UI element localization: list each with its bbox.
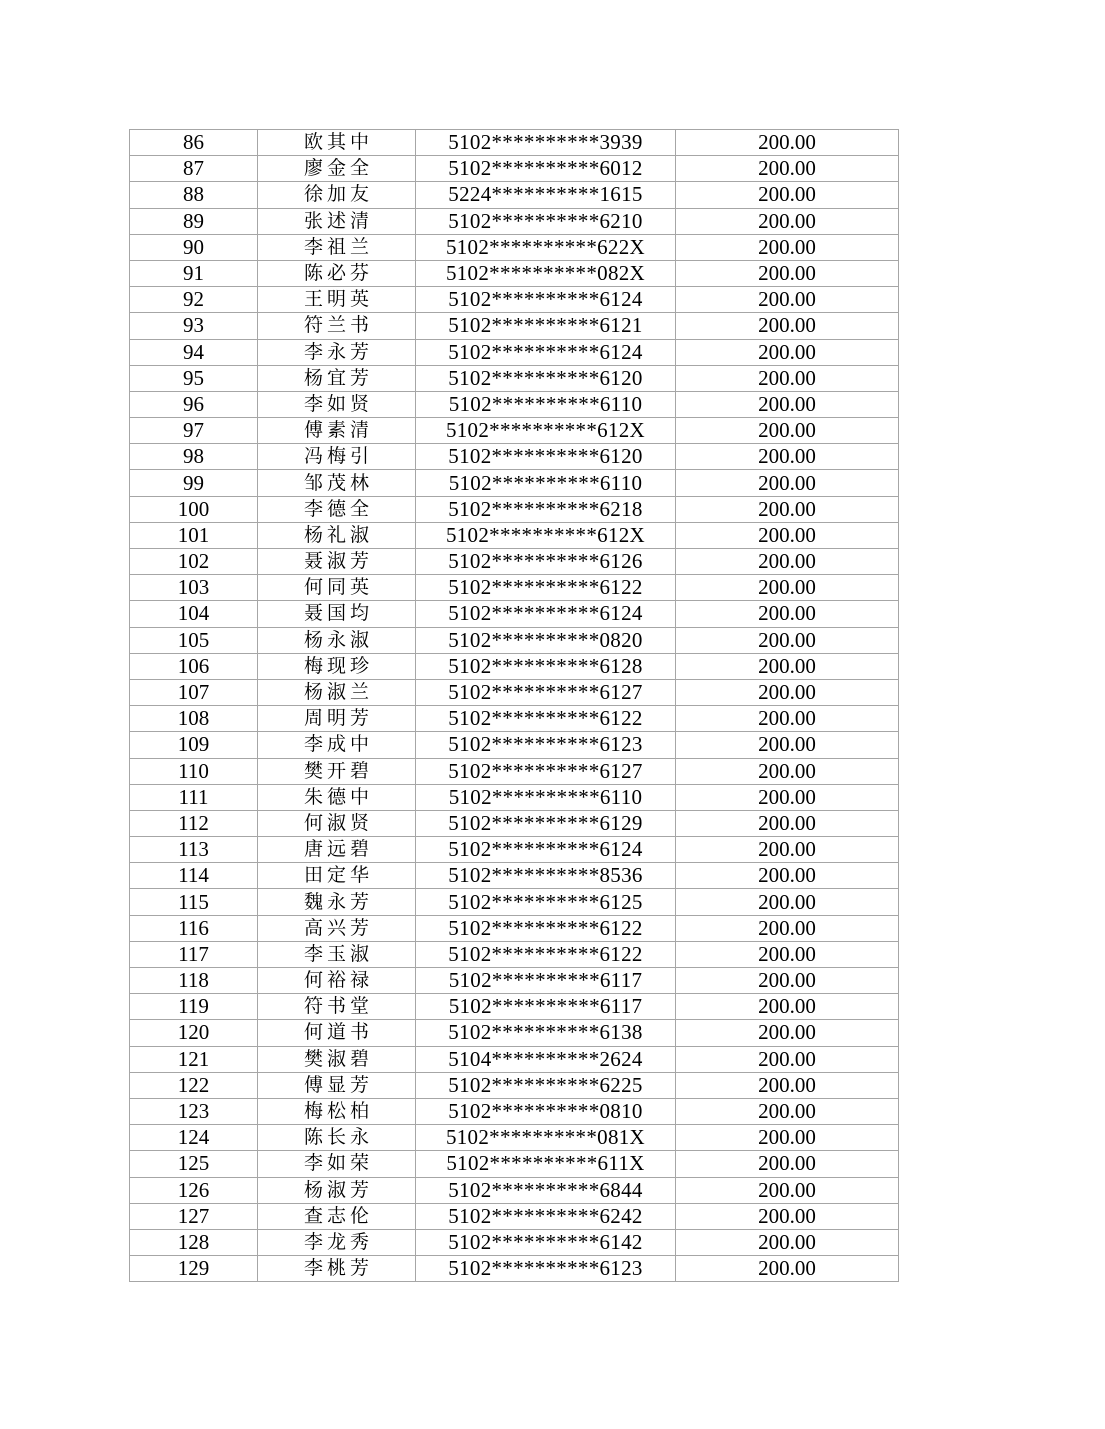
row-number-cell: 100 bbox=[130, 496, 258, 522]
name-cell: 李龙秀 bbox=[258, 1229, 416, 1255]
name-cell: 朱德中 bbox=[258, 784, 416, 810]
row-number-cell: 95 bbox=[130, 365, 258, 391]
name-cell: 张述清 bbox=[258, 208, 416, 234]
table-row bbox=[130, 810, 899, 836]
table-row bbox=[130, 208, 899, 234]
row-number-cell: 99 bbox=[130, 470, 258, 496]
amount-cell: 200.00 bbox=[676, 653, 899, 679]
id-number-cell: 5102**********612X bbox=[416, 418, 676, 444]
amount-cell: 200.00 bbox=[676, 313, 899, 339]
amount-cell: 200.00 bbox=[676, 287, 899, 313]
row-number-cell: 96 bbox=[130, 391, 258, 417]
id-number-cell: 5102**********611X bbox=[416, 1151, 676, 1177]
document-page bbox=[129, 129, 899, 1282]
id-number-cell: 5102**********6012 bbox=[416, 156, 676, 182]
amount-cell: 200.00 bbox=[676, 679, 899, 705]
table-row bbox=[130, 130, 899, 156]
table-row bbox=[130, 994, 899, 1020]
table-row bbox=[130, 1256, 899, 1282]
id-number-cell: 5102**********6844 bbox=[416, 1177, 676, 1203]
row-number-cell: 127 bbox=[130, 1203, 258, 1229]
name-cell: 杨淑兰 bbox=[258, 679, 416, 705]
amount-cell: 200.00 bbox=[676, 130, 899, 156]
row-number-cell: 108 bbox=[130, 706, 258, 732]
amount-cell: 200.00 bbox=[676, 784, 899, 810]
name-cell: 欧其中 bbox=[258, 130, 416, 156]
id-number-cell: 5224**********1615 bbox=[416, 182, 676, 208]
row-number-cell: 106 bbox=[130, 653, 258, 679]
name-cell: 高兴芳 bbox=[258, 915, 416, 941]
name-cell: 冯梅引 bbox=[258, 444, 416, 470]
name-cell: 廖金全 bbox=[258, 156, 416, 182]
id-number-cell: 5102**********6126 bbox=[416, 549, 676, 575]
table-row bbox=[130, 758, 899, 784]
id-number-cell: 5102**********6110 bbox=[416, 470, 676, 496]
id-number-cell: 5102**********6142 bbox=[416, 1229, 676, 1255]
row-number-cell: 92 bbox=[130, 287, 258, 313]
name-cell: 唐远碧 bbox=[258, 837, 416, 863]
name-cell: 田定华 bbox=[258, 863, 416, 889]
amount-cell: 200.00 bbox=[676, 575, 899, 601]
row-number-cell: 98 bbox=[130, 444, 258, 470]
name-cell: 杨宜芳 bbox=[258, 365, 416, 391]
table-row bbox=[130, 1020, 899, 1046]
amount-cell: 200.00 bbox=[676, 1177, 899, 1203]
name-cell: 李祖兰 bbox=[258, 234, 416, 260]
name-cell: 樊淑碧 bbox=[258, 1046, 416, 1072]
amount-cell: 200.00 bbox=[676, 365, 899, 391]
name-cell: 查志伦 bbox=[258, 1203, 416, 1229]
row-number-cell: 86 bbox=[130, 130, 258, 156]
name-cell: 杨礼淑 bbox=[258, 522, 416, 548]
id-number-cell: 5102**********6117 bbox=[416, 994, 676, 1020]
row-number-cell: 113 bbox=[130, 837, 258, 863]
id-number-cell: 5102**********3939 bbox=[416, 130, 676, 156]
amount-cell: 200.00 bbox=[676, 234, 899, 260]
amount-cell: 200.00 bbox=[676, 549, 899, 575]
name-cell: 周明芳 bbox=[258, 706, 416, 732]
amount-cell: 200.00 bbox=[676, 260, 899, 286]
name-cell: 李玉淑 bbox=[258, 941, 416, 967]
row-number-cell: 109 bbox=[130, 732, 258, 758]
name-cell: 陈长永 bbox=[258, 1125, 416, 1151]
id-number-cell: 5104**********2624 bbox=[416, 1046, 676, 1072]
row-number-cell: 125 bbox=[130, 1151, 258, 1177]
id-number-cell: 5102**********6124 bbox=[416, 837, 676, 863]
id-number-cell: 5102**********082X bbox=[416, 260, 676, 286]
table-row bbox=[130, 941, 899, 967]
id-number-cell: 5102**********6129 bbox=[416, 810, 676, 836]
name-cell: 王明英 bbox=[258, 287, 416, 313]
amount-cell: 200.00 bbox=[676, 732, 899, 758]
amount-cell: 200.00 bbox=[676, 810, 899, 836]
amount-cell: 200.00 bbox=[676, 208, 899, 234]
amount-cell: 200.00 bbox=[676, 496, 899, 522]
table-row bbox=[130, 156, 899, 182]
id-number-cell: 5102**********6125 bbox=[416, 889, 676, 915]
table-row bbox=[130, 234, 899, 260]
row-number-cell: 110 bbox=[130, 758, 258, 784]
name-cell: 聂淑芳 bbox=[258, 549, 416, 575]
name-cell: 梅现珍 bbox=[258, 653, 416, 679]
amount-cell: 200.00 bbox=[676, 418, 899, 444]
amount-cell: 200.00 bbox=[676, 470, 899, 496]
name-cell: 符兰书 bbox=[258, 313, 416, 339]
table-row bbox=[130, 444, 899, 470]
table-row bbox=[130, 365, 899, 391]
table-row bbox=[130, 470, 899, 496]
table-row bbox=[130, 287, 899, 313]
table-row bbox=[130, 706, 899, 732]
amount-cell: 200.00 bbox=[676, 706, 899, 732]
amount-cell: 200.00 bbox=[676, 1151, 899, 1177]
amount-cell: 200.00 bbox=[676, 156, 899, 182]
row-number-cell: 120 bbox=[130, 1020, 258, 1046]
table-row bbox=[130, 1203, 899, 1229]
amount-cell: 200.00 bbox=[676, 1046, 899, 1072]
table-row bbox=[130, 915, 899, 941]
row-number-cell: 107 bbox=[130, 679, 258, 705]
row-number-cell: 123 bbox=[130, 1098, 258, 1124]
name-cell: 符书堂 bbox=[258, 994, 416, 1020]
table-row bbox=[130, 1098, 899, 1124]
id-number-cell: 5102**********612X bbox=[416, 522, 676, 548]
name-cell: 何同英 bbox=[258, 575, 416, 601]
name-cell: 傅素清 bbox=[258, 418, 416, 444]
row-number-cell: 97 bbox=[130, 418, 258, 444]
row-number-cell: 122 bbox=[130, 1072, 258, 1098]
name-cell: 梅松柏 bbox=[258, 1098, 416, 1124]
row-number-cell: 129 bbox=[130, 1256, 258, 1282]
row-number-cell: 121 bbox=[130, 1046, 258, 1072]
id-number-cell: 5102**********6218 bbox=[416, 496, 676, 522]
name-cell: 何道书 bbox=[258, 1020, 416, 1046]
id-number-cell: 5102**********0810 bbox=[416, 1098, 676, 1124]
id-number-cell: 5102**********6120 bbox=[416, 365, 676, 391]
id-number-cell: 5102**********6122 bbox=[416, 915, 676, 941]
table-row bbox=[130, 1125, 899, 1151]
row-number-cell: 112 bbox=[130, 810, 258, 836]
id-number-cell: 5102**********6138 bbox=[416, 1020, 676, 1046]
amount-cell: 200.00 bbox=[676, 1020, 899, 1046]
id-number-cell: 5102**********6120 bbox=[416, 444, 676, 470]
name-cell: 李成中 bbox=[258, 732, 416, 758]
table-row bbox=[130, 1177, 899, 1203]
id-number-cell: 5102**********6225 bbox=[416, 1072, 676, 1098]
amount-cell: 200.00 bbox=[676, 627, 899, 653]
table-row bbox=[130, 837, 899, 863]
amount-cell: 200.00 bbox=[676, 339, 899, 365]
row-number-cell: 118 bbox=[130, 968, 258, 994]
name-cell: 邹茂林 bbox=[258, 470, 416, 496]
amount-cell: 200.00 bbox=[676, 863, 899, 889]
row-number-cell: 119 bbox=[130, 994, 258, 1020]
table-row bbox=[130, 679, 899, 705]
table-row bbox=[130, 549, 899, 575]
table-row bbox=[130, 182, 899, 208]
row-number-cell: 101 bbox=[130, 522, 258, 548]
table-row bbox=[130, 889, 899, 915]
amount-cell: 200.00 bbox=[676, 915, 899, 941]
table-row bbox=[130, 627, 899, 653]
row-number-cell: 94 bbox=[130, 339, 258, 365]
name-cell: 何淑贤 bbox=[258, 810, 416, 836]
amount-cell: 200.00 bbox=[676, 758, 899, 784]
id-number-cell: 5102**********6121 bbox=[416, 313, 676, 339]
row-number-cell: 124 bbox=[130, 1125, 258, 1151]
row-number-cell: 91 bbox=[130, 260, 258, 286]
id-number-cell: 5102**********8536 bbox=[416, 863, 676, 889]
id-number-cell: 5102**********6242 bbox=[416, 1203, 676, 1229]
row-number-cell: 103 bbox=[130, 575, 258, 601]
name-cell: 魏永芳 bbox=[258, 889, 416, 915]
amount-cell: 200.00 bbox=[676, 994, 899, 1020]
table-row bbox=[130, 653, 899, 679]
id-number-cell: 5102**********6123 bbox=[416, 732, 676, 758]
table-row bbox=[130, 732, 899, 758]
id-number-cell: 5102**********6127 bbox=[416, 758, 676, 784]
amount-cell: 200.00 bbox=[676, 444, 899, 470]
table-row bbox=[130, 784, 899, 810]
table-row bbox=[130, 260, 899, 286]
id-number-cell: 5102**********6127 bbox=[416, 679, 676, 705]
id-number-cell: 5102**********6124 bbox=[416, 601, 676, 627]
amount-cell: 200.00 bbox=[676, 1125, 899, 1151]
name-cell: 杨淑芳 bbox=[258, 1177, 416, 1203]
id-number-cell: 5102**********0820 bbox=[416, 627, 676, 653]
name-cell: 傅显芳 bbox=[258, 1072, 416, 1098]
id-number-cell: 5102**********6123 bbox=[416, 1256, 676, 1282]
name-cell: 何裕禄 bbox=[258, 968, 416, 994]
table-row bbox=[130, 522, 899, 548]
table-row bbox=[130, 575, 899, 601]
id-number-cell: 5102**********622X bbox=[416, 234, 676, 260]
amount-cell: 200.00 bbox=[676, 1098, 899, 1124]
amount-cell: 200.00 bbox=[676, 968, 899, 994]
row-number-cell: 89 bbox=[130, 208, 258, 234]
table-row bbox=[130, 339, 899, 365]
table-row bbox=[130, 1072, 899, 1098]
table-row bbox=[130, 313, 899, 339]
recipient-table bbox=[129, 129, 899, 1282]
table-row bbox=[130, 968, 899, 994]
table-row bbox=[130, 418, 899, 444]
row-number-cell: 126 bbox=[130, 1177, 258, 1203]
name-cell: 李永芳 bbox=[258, 339, 416, 365]
id-number-cell: 5102**********6110 bbox=[416, 391, 676, 417]
id-number-cell: 5102**********6124 bbox=[416, 287, 676, 313]
table-row bbox=[130, 601, 899, 627]
id-number-cell: 5102**********6122 bbox=[416, 575, 676, 601]
row-number-cell: 116 bbox=[130, 915, 258, 941]
id-number-cell: 5102**********081X bbox=[416, 1125, 676, 1151]
name-cell: 陈必芬 bbox=[258, 260, 416, 286]
row-number-cell: 88 bbox=[130, 182, 258, 208]
row-number-cell: 102 bbox=[130, 549, 258, 575]
amount-cell: 200.00 bbox=[676, 889, 899, 915]
row-number-cell: 105 bbox=[130, 627, 258, 653]
name-cell: 聂国均 bbox=[258, 601, 416, 627]
amount-cell: 200.00 bbox=[676, 182, 899, 208]
id-number-cell: 5102**********6110 bbox=[416, 784, 676, 810]
name-cell: 李桃芳 bbox=[258, 1256, 416, 1282]
id-number-cell: 5102**********6122 bbox=[416, 706, 676, 732]
name-cell: 李如荣 bbox=[258, 1151, 416, 1177]
amount-cell: 200.00 bbox=[676, 941, 899, 967]
amount-cell: 200.00 bbox=[676, 391, 899, 417]
row-number-cell: 93 bbox=[130, 313, 258, 339]
table-row bbox=[130, 391, 899, 417]
name-cell: 徐加友 bbox=[258, 182, 416, 208]
amount-cell: 200.00 bbox=[676, 1229, 899, 1255]
table-row bbox=[130, 1229, 899, 1255]
recipient-table-body bbox=[130, 130, 899, 1282]
name-cell: 李如贤 bbox=[258, 391, 416, 417]
id-number-cell: 5102**********6128 bbox=[416, 653, 676, 679]
amount-cell: 200.00 bbox=[676, 601, 899, 627]
row-number-cell: 128 bbox=[130, 1229, 258, 1255]
table-row bbox=[130, 1151, 899, 1177]
table-row bbox=[130, 863, 899, 889]
id-number-cell: 5102**********6117 bbox=[416, 968, 676, 994]
amount-cell: 200.00 bbox=[676, 837, 899, 863]
table-row bbox=[130, 1046, 899, 1072]
table-row bbox=[130, 496, 899, 522]
row-number-cell: 87 bbox=[130, 156, 258, 182]
id-number-cell: 5102**********6124 bbox=[416, 339, 676, 365]
row-number-cell: 114 bbox=[130, 863, 258, 889]
id-number-cell: 5102**********6122 bbox=[416, 941, 676, 967]
row-number-cell: 117 bbox=[130, 941, 258, 967]
amount-cell: 200.00 bbox=[676, 522, 899, 548]
row-number-cell: 104 bbox=[130, 601, 258, 627]
id-number-cell: 5102**********6210 bbox=[416, 208, 676, 234]
name-cell: 樊开碧 bbox=[258, 758, 416, 784]
name-cell: 李德全 bbox=[258, 496, 416, 522]
amount-cell: 200.00 bbox=[676, 1256, 899, 1282]
row-number-cell: 90 bbox=[130, 234, 258, 260]
name-cell: 杨永淑 bbox=[258, 627, 416, 653]
row-number-cell: 111 bbox=[130, 784, 258, 810]
amount-cell: 200.00 bbox=[676, 1203, 899, 1229]
row-number-cell: 115 bbox=[130, 889, 258, 915]
amount-cell: 200.00 bbox=[676, 1072, 899, 1098]
